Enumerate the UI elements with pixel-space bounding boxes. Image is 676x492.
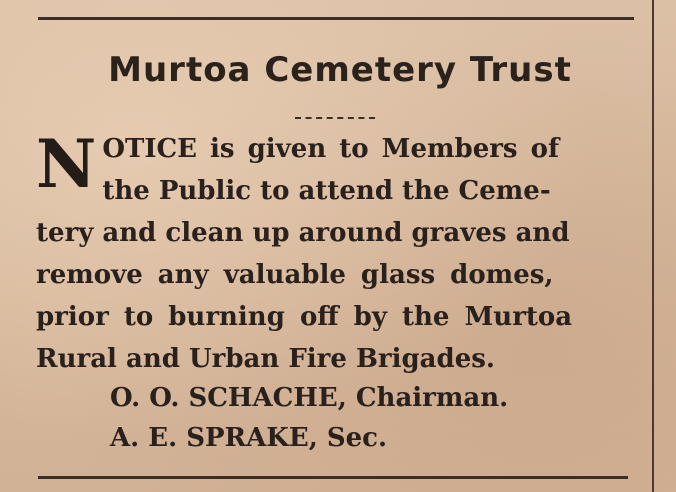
notice-line: OTICE is given to Members of — [102, 134, 560, 164]
top-rule — [38, 17, 634, 20]
notice-line: tery and clean up around graves and — [36, 218, 570, 248]
notice-line: remove any valuable glass domes, — [36, 260, 554, 290]
notice-line: prior to burning off by the Murtoa — [36, 302, 573, 332]
drop-cap: N — [36, 125, 97, 203]
notice-body — [36, 125, 640, 380]
signature-chairman: O. O. SCHACHE, Chairman. — [110, 383, 509, 413]
bottom-rule — [38, 476, 628, 479]
notice-line: the Public to attend the Ceme- — [102, 176, 551, 206]
notice-line: Rural and Urban Fire Brigades. — [36, 344, 495, 374]
signature-secretary: A. E. SPRAKE, Sec. — [110, 423, 388, 453]
dash-divider — [295, 117, 375, 119]
headline: Murtoa Cemetery Trust — [108, 50, 572, 90]
column-rule — [652, 0, 654, 492]
